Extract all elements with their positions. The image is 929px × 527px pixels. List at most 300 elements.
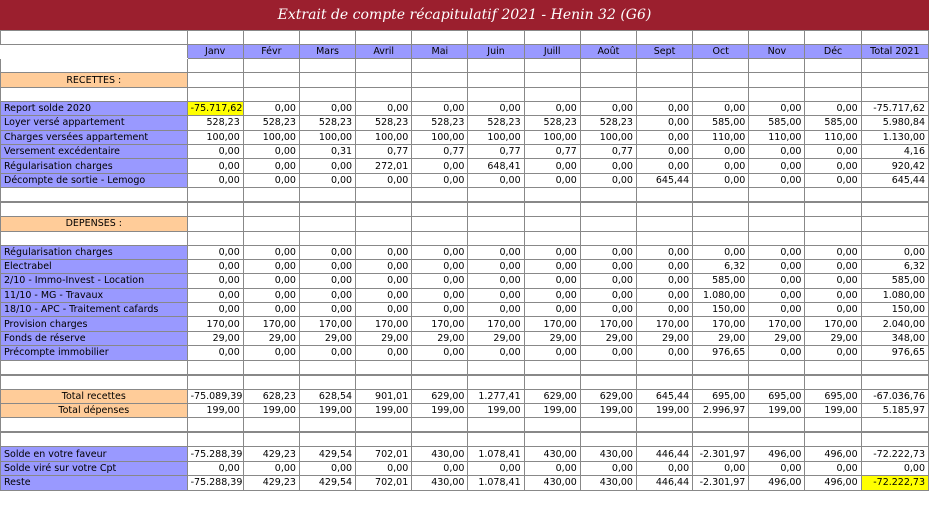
month-header[interactable]: Mai	[412, 45, 468, 59]
value-cell[interactable]: 1.078,41	[468, 476, 524, 490]
value-cell[interactable]: 0,00	[468, 101, 524, 115]
empty-cell[interactable]	[412, 432, 468, 447]
value-cell[interactable]: 901,01	[356, 389, 412, 403]
value-cell[interactable]: 0,00	[468, 173, 524, 187]
empty-cell[interactable]	[243, 360, 299, 375]
empty-cell[interactable]	[805, 360, 861, 375]
empty-cell[interactable]	[693, 59, 749, 73]
value-cell[interactable]: 150,00	[693, 303, 749, 317]
empty-cell[interactable]	[805, 87, 861, 101]
value-cell[interactable]: 0,00	[749, 288, 805, 302]
value-cell[interactable]: 0,00	[243, 159, 299, 173]
empty-cell[interactable]	[1, 360, 188, 375]
value-cell[interactable]: 976,65	[693, 346, 749, 360]
empty-cell[interactable]	[1, 375, 188, 390]
value-cell[interactable]: 0,00	[412, 173, 468, 187]
empty-cell[interactable]	[243, 432, 299, 447]
value-cell[interactable]: 645,44	[861, 173, 928, 187]
empty-cell[interactable]	[693, 202, 749, 217]
empty-cell[interactable]	[412, 418, 468, 433]
value-cell[interactable]: 0,00	[524, 303, 580, 317]
value-cell[interactable]: 0,00	[693, 245, 749, 259]
empty-cell[interactable]	[356, 217, 412, 231]
empty-cell[interactable]	[524, 375, 580, 390]
empty-cell[interactable]	[1, 231, 188, 245]
value-cell[interactable]: 29,00	[805, 331, 861, 345]
empty-cell[interactable]	[636, 418, 692, 433]
value-cell[interactable]: 0,00	[356, 101, 412, 115]
value-cell[interactable]: 0,00	[749, 101, 805, 115]
value-cell[interactable]: 0,00	[524, 288, 580, 302]
value-cell[interactable]: 199,00	[805, 404, 861, 418]
value-cell[interactable]: 29,00	[243, 331, 299, 345]
empty-cell[interactable]	[805, 432, 861, 447]
row-label[interactable]: Régularisation charges	[1, 245, 188, 259]
row-label[interactable]: Loyer versé appartement	[1, 116, 188, 130]
value-cell[interactable]: 0,00	[805, 144, 861, 158]
empty-cell[interactable]	[861, 73, 928, 87]
empty-cell[interactable]	[356, 231, 412, 245]
value-cell[interactable]: 170,00	[693, 317, 749, 331]
empty-cell[interactable]	[693, 231, 749, 245]
value-cell[interactable]: 29,00	[187, 331, 243, 345]
value-cell[interactable]: 0,00	[636, 245, 692, 259]
value-cell[interactable]: 528,23	[356, 116, 412, 130]
row-label[interactable]: 11/10 - MG - Travaux	[1, 288, 188, 302]
value-cell[interactable]: 645,44	[636, 173, 692, 187]
value-cell[interactable]: 0,00	[580, 461, 636, 475]
value-cell[interactable]: 0,00	[749, 346, 805, 360]
empty-cell[interactable]	[580, 360, 636, 375]
empty-cell[interactable]	[636, 231, 692, 245]
month-header[interactable]: Févr	[243, 45, 299, 59]
value-cell[interactable]: 629,00	[524, 389, 580, 403]
value-cell[interactable]: 29,00	[468, 331, 524, 345]
month-header[interactable]: Total 2021	[861, 45, 928, 59]
value-cell[interactable]: 0,00	[861, 461, 928, 475]
empty-cell[interactable]	[749, 360, 805, 375]
value-cell[interactable]: 0,00	[805, 303, 861, 317]
value-cell[interactable]: 0,00	[299, 159, 355, 173]
value-cell[interactable]: 446,44	[636, 447, 692, 461]
empty-cell[interactable]	[580, 418, 636, 433]
value-cell[interactable]: 0,00	[187, 461, 243, 475]
value-cell[interactable]: 0,00	[580, 101, 636, 115]
value-cell[interactable]: 585,00	[693, 274, 749, 288]
value-cell[interactable]: 920,42	[861, 159, 928, 173]
empty-cell[interactable]	[524, 231, 580, 245]
empty-cell[interactable]	[356, 188, 412, 203]
value-cell[interactable]: 0,00	[412, 274, 468, 288]
month-header[interactable]: Déc	[805, 45, 861, 59]
value-cell[interactable]: 0,00	[693, 101, 749, 115]
value-cell[interactable]: 0,00	[693, 159, 749, 173]
empty-cell[interactable]	[412, 31, 468, 45]
value-cell[interactable]: 430,00	[580, 476, 636, 490]
value-cell[interactable]: 585,00	[861, 274, 928, 288]
empty-cell[interactable]	[1, 87, 188, 101]
value-cell[interactable]: 0,00	[468, 346, 524, 360]
empty-cell[interactable]	[805, 231, 861, 245]
empty-cell[interactable]	[299, 217, 355, 231]
empty-cell[interactable]	[524, 188, 580, 203]
empty-cell[interactable]	[1, 432, 188, 447]
empty-cell[interactable]	[356, 31, 412, 45]
value-cell[interactable]: 0,77	[524, 144, 580, 158]
empty-cell[interactable]	[187, 202, 243, 217]
value-cell[interactable]: 628,23	[243, 389, 299, 403]
value-cell[interactable]: 0,00	[580, 159, 636, 173]
value-cell[interactable]: 199,00	[243, 404, 299, 418]
value-cell[interactable]: 0,00	[356, 274, 412, 288]
value-cell[interactable]: 170,00	[580, 317, 636, 331]
value-cell[interactable]: 0,00	[187, 159, 243, 173]
empty-cell[interactable]	[636, 87, 692, 101]
value-cell[interactable]: 0,00	[187, 274, 243, 288]
empty-cell[interactable]	[580, 59, 636, 73]
value-cell[interactable]: 496,00	[805, 447, 861, 461]
value-cell[interactable]: 0,00	[243, 274, 299, 288]
row-label[interactable]: Report solde 2020	[1, 101, 188, 115]
empty-cell[interactable]	[187, 188, 243, 203]
value-cell[interactable]: 528,23	[468, 116, 524, 130]
value-cell[interactable]: 0,00	[243, 259, 299, 273]
empty-cell[interactable]	[468, 73, 524, 87]
value-cell[interactable]: 5.980,84	[861, 116, 928, 130]
row-label[interactable]: 2/10 - Immo-Invest - Location	[1, 274, 188, 288]
value-cell[interactable]: 0,00	[243, 303, 299, 317]
value-cell[interactable]: 100,00	[580, 130, 636, 144]
empty-cell[interactable]	[636, 31, 692, 45]
value-cell[interactable]: 0,00	[805, 461, 861, 475]
empty-cell[interactable]	[580, 202, 636, 217]
empty-cell[interactable]	[187, 87, 243, 101]
month-header[interactable]: Août	[580, 45, 636, 59]
value-cell[interactable]: 0,00	[412, 259, 468, 273]
empty-cell[interactable]	[299, 432, 355, 447]
empty-cell[interactable]	[468, 432, 524, 447]
value-cell[interactable]: 0,00	[468, 303, 524, 317]
value-cell[interactable]: 199,00	[524, 404, 580, 418]
value-cell[interactable]: 976,65	[861, 346, 928, 360]
value-cell[interactable]: -2.301,97	[693, 476, 749, 490]
value-cell[interactable]: 0,00	[749, 303, 805, 317]
empty-cell[interactable]	[524, 432, 580, 447]
value-cell[interactable]: 0,00	[580, 346, 636, 360]
value-cell[interactable]: 648,41	[468, 159, 524, 173]
row-label[interactable]: Charges versées appartement	[1, 130, 188, 144]
value-cell[interactable]: 272,01	[356, 159, 412, 173]
value-cell[interactable]: 429,23	[243, 447, 299, 461]
empty-cell[interactable]	[524, 217, 580, 231]
empty-cell[interactable]	[580, 188, 636, 203]
value-cell[interactable]: 170,00	[749, 317, 805, 331]
month-header[interactable]: Sept	[636, 45, 692, 59]
value-cell[interactable]: 170,00	[524, 317, 580, 331]
month-header[interactable]: Avril	[356, 45, 412, 59]
empty-cell[interactable]	[693, 432, 749, 447]
value-cell[interactable]: 430,00	[524, 447, 580, 461]
value-cell[interactable]: 695,00	[749, 389, 805, 403]
value-cell[interactable]: 100,00	[299, 130, 355, 144]
empty-cell[interactable]	[636, 217, 692, 231]
value-cell[interactable]: 0,00	[580, 288, 636, 302]
value-cell[interactable]: 170,00	[299, 317, 355, 331]
month-header[interactable]: Nov	[749, 45, 805, 59]
section-label[interactable]: RECETTES :	[1, 73, 188, 87]
empty-cell[interactable]	[412, 59, 468, 73]
empty-cell[interactable]	[693, 217, 749, 231]
empty-cell[interactable]	[468, 217, 524, 231]
empty-cell[interactable]	[636, 73, 692, 87]
value-cell[interactable]: 0,00	[356, 303, 412, 317]
value-cell[interactable]: 645,44	[636, 389, 692, 403]
value-cell[interactable]: 0,00	[580, 173, 636, 187]
empty-cell[interactable]	[299, 202, 355, 217]
empty-cell[interactable]	[187, 432, 243, 447]
value-cell[interactable]: 0,00	[693, 144, 749, 158]
empty-cell[interactable]	[412, 360, 468, 375]
value-cell[interactable]: 0,00	[636, 130, 692, 144]
empty-cell[interactable]	[356, 73, 412, 87]
value-cell[interactable]: 0,00	[299, 173, 355, 187]
empty-cell[interactable]	[243, 202, 299, 217]
value-cell[interactable]: 0,00	[749, 461, 805, 475]
empty-cell[interactable]	[1, 31, 188, 45]
empty-cell[interactable]	[412, 202, 468, 217]
value-cell[interactable]: 0,00	[636, 461, 692, 475]
row-label[interactable]: Reste	[1, 476, 188, 490]
empty-cell[interactable]	[356, 375, 412, 390]
row-label[interactable]: Solde en votre faveur	[1, 447, 188, 461]
value-cell[interactable]: 0,00	[580, 245, 636, 259]
row-label[interactable]: Fonds de réserve	[1, 331, 188, 345]
value-cell[interactable]: 430,00	[524, 476, 580, 490]
value-cell[interactable]: 0,00	[749, 245, 805, 259]
value-cell[interactable]: 0,00	[524, 259, 580, 273]
empty-cell[interactable]	[187, 375, 243, 390]
section-label[interactable]: DEPENSES :	[1, 217, 188, 231]
value-cell[interactable]: 0,00	[356, 259, 412, 273]
value-cell[interactable]: 0,00	[243, 245, 299, 259]
value-cell[interactable]: 6,32	[861, 259, 928, 273]
empty-cell[interactable]	[412, 217, 468, 231]
value-cell[interactable]: 2.996,97	[693, 404, 749, 418]
value-cell[interactable]: 0,00	[243, 173, 299, 187]
empty-cell[interactable]	[356, 59, 412, 73]
value-cell[interactable]: 0,00	[636, 274, 692, 288]
value-cell[interactable]: 0,00	[468, 461, 524, 475]
value-cell[interactable]: 110,00	[749, 130, 805, 144]
value-cell[interactable]: 0,00	[805, 245, 861, 259]
empty-cell[interactable]	[749, 87, 805, 101]
empty-cell[interactable]	[805, 217, 861, 231]
value-cell[interactable]: 430,00	[412, 476, 468, 490]
empty-cell[interactable]	[636, 432, 692, 447]
empty-cell[interactable]	[412, 188, 468, 203]
value-cell[interactable]: 430,00	[580, 447, 636, 461]
value-cell[interactable]: 0,00	[636, 288, 692, 302]
value-cell[interactable]: 199,00	[749, 404, 805, 418]
empty-cell[interactable]	[1, 418, 188, 433]
value-cell[interactable]: 0,00	[636, 303, 692, 317]
value-cell[interactable]: 629,00	[580, 389, 636, 403]
value-cell[interactable]: 528,23	[524, 116, 580, 130]
empty-cell[interactable]	[187, 59, 243, 73]
value-cell[interactable]: 170,00	[805, 317, 861, 331]
value-cell[interactable]: 6,32	[693, 259, 749, 273]
value-cell[interactable]: 629,00	[412, 389, 468, 403]
empty-cell[interactable]	[861, 31, 928, 45]
value-cell[interactable]: 0,00	[636, 259, 692, 273]
empty-cell[interactable]	[805, 59, 861, 73]
value-cell[interactable]: 199,00	[356, 404, 412, 418]
value-cell[interactable]: 199,00	[187, 404, 243, 418]
value-cell[interactable]: 0,00	[524, 346, 580, 360]
value-cell[interactable]: 100,00	[243, 130, 299, 144]
value-cell[interactable]: 0,00	[805, 274, 861, 288]
empty-cell[interactable]	[580, 432, 636, 447]
row-label[interactable]: Electrabel	[1, 259, 188, 273]
empty-cell[interactable]	[636, 59, 692, 73]
empty-cell[interactable]	[243, 375, 299, 390]
empty-cell[interactable]	[749, 375, 805, 390]
empty-cell[interactable]	[468, 360, 524, 375]
value-cell[interactable]: 528,23	[299, 116, 355, 130]
value-cell[interactable]: 0,00	[356, 346, 412, 360]
empty-cell[interactable]	[299, 31, 355, 45]
value-cell[interactable]: 0,00	[636, 144, 692, 158]
empty-cell[interactable]	[412, 87, 468, 101]
empty-cell[interactable]	[749, 188, 805, 203]
value-cell[interactable]: 0,00	[356, 173, 412, 187]
value-cell[interactable]: 199,00	[412, 404, 468, 418]
empty-cell[interactable]	[468, 87, 524, 101]
empty-cell[interactable]	[299, 188, 355, 203]
value-cell[interactable]: 0,00	[524, 173, 580, 187]
value-cell[interactable]: 29,00	[412, 331, 468, 345]
value-cell[interactable]: 199,00	[580, 404, 636, 418]
value-cell[interactable]: 0,00	[636, 159, 692, 173]
value-cell[interactable]: 100,00	[524, 130, 580, 144]
value-cell[interactable]: 29,00	[299, 331, 355, 345]
value-cell[interactable]: 110,00	[693, 130, 749, 144]
value-cell[interactable]: 0,77	[580, 144, 636, 158]
value-cell[interactable]: 0,00	[243, 288, 299, 302]
value-cell[interactable]: 0,00	[693, 173, 749, 187]
value-cell[interactable]: 0,00	[468, 259, 524, 273]
value-cell[interactable]: 29,00	[693, 331, 749, 345]
empty-cell[interactable]	[749, 202, 805, 217]
value-cell[interactable]: 0,00	[187, 144, 243, 158]
row-label[interactable]: Décompte de sortie - Lemogo	[1, 173, 188, 187]
value-cell[interactable]: 0,00	[693, 461, 749, 475]
value-cell[interactable]: 0,00	[356, 288, 412, 302]
empty-cell[interactable]	[749, 31, 805, 45]
empty-cell[interactable]	[693, 360, 749, 375]
value-cell[interactable]: 0,00	[412, 461, 468, 475]
value-cell[interactable]: -75.717,62	[187, 101, 243, 115]
value-cell[interactable]: 0,00	[524, 101, 580, 115]
value-cell[interactable]: 170,00	[468, 317, 524, 331]
value-cell[interactable]: 100,00	[412, 130, 468, 144]
value-cell[interactable]: 0,00	[299, 259, 355, 273]
empty-cell[interactable]	[356, 360, 412, 375]
value-cell[interactable]: 29,00	[356, 331, 412, 345]
empty-cell[interactable]	[636, 202, 692, 217]
empty-cell[interactable]	[805, 73, 861, 87]
value-cell[interactable]: 0,00	[412, 346, 468, 360]
value-cell[interactable]: -72.222,73	[861, 476, 928, 490]
value-cell[interactable]: 528,23	[243, 116, 299, 130]
empty-cell[interactable]	[749, 73, 805, 87]
value-cell[interactable]: -75.288,39	[187, 476, 243, 490]
empty-cell[interactable]	[187, 418, 243, 433]
empty-cell[interactable]	[693, 188, 749, 203]
value-cell[interactable]: 170,00	[187, 317, 243, 331]
value-cell[interactable]: 5.185,97	[861, 404, 928, 418]
month-header[interactable]: Janv	[187, 45, 243, 59]
value-cell[interactable]: 0,00	[524, 461, 580, 475]
value-cell[interactable]: 0,00	[805, 259, 861, 273]
month-header[interactable]: Juin	[468, 45, 524, 59]
value-cell[interactable]: 528,23	[580, 116, 636, 130]
month-header[interactable]: Mars	[299, 45, 355, 59]
value-cell[interactable]: 0,77	[468, 144, 524, 158]
empty-cell[interactable]	[861, 375, 928, 390]
empty-cell[interactable]	[243, 217, 299, 231]
empty-cell[interactable]	[299, 59, 355, 73]
value-cell[interactable]: 0,00	[636, 116, 692, 130]
empty-cell[interactable]	[805, 188, 861, 203]
empty-cell[interactable]	[805, 31, 861, 45]
value-cell[interactable]: 0,00	[412, 159, 468, 173]
empty-cell[interactable]	[861, 432, 928, 447]
value-cell[interactable]: 496,00	[805, 476, 861, 490]
value-cell[interactable]: 0,00	[187, 288, 243, 302]
value-cell[interactable]: 0,00	[187, 259, 243, 273]
value-cell[interactable]: 0,00	[243, 101, 299, 115]
empty-cell[interactable]	[805, 202, 861, 217]
empty-cell[interactable]	[412, 231, 468, 245]
value-cell[interactable]: 29,00	[580, 331, 636, 345]
value-cell[interactable]: 0,00	[412, 101, 468, 115]
row-label[interactable]: Solde viré sur votre Cpt	[1, 461, 188, 475]
value-cell[interactable]: 0,00	[861, 245, 928, 259]
value-cell[interactable]: 0,00	[524, 159, 580, 173]
value-cell[interactable]: 429,54	[299, 447, 355, 461]
value-cell[interactable]: 100,00	[468, 130, 524, 144]
value-cell[interactable]: 0,00	[468, 274, 524, 288]
value-cell[interactable]: 0,00	[299, 101, 355, 115]
value-cell[interactable]: 0,00	[243, 346, 299, 360]
empty-cell[interactable]	[356, 418, 412, 433]
value-cell[interactable]: 0,00	[412, 245, 468, 259]
empty-cell[interactable]	[749, 59, 805, 73]
value-cell[interactable]: 1.080,00	[861, 288, 928, 302]
value-cell[interactable]: 0,00	[299, 274, 355, 288]
value-cell[interactable]: 1.130,00	[861, 130, 928, 144]
value-cell[interactable]: 0,00	[299, 461, 355, 475]
value-cell[interactable]: 496,00	[749, 476, 805, 490]
value-cell[interactable]: 0,00	[805, 159, 861, 173]
value-cell[interactable]: 348,00	[861, 331, 928, 345]
empty-cell[interactable]	[693, 418, 749, 433]
row-label[interactable]: Versement excédentaire	[1, 144, 188, 158]
value-cell[interactable]: 0,00	[805, 101, 861, 115]
value-cell[interactable]: 0,00	[805, 346, 861, 360]
value-cell[interactable]: 29,00	[749, 331, 805, 345]
